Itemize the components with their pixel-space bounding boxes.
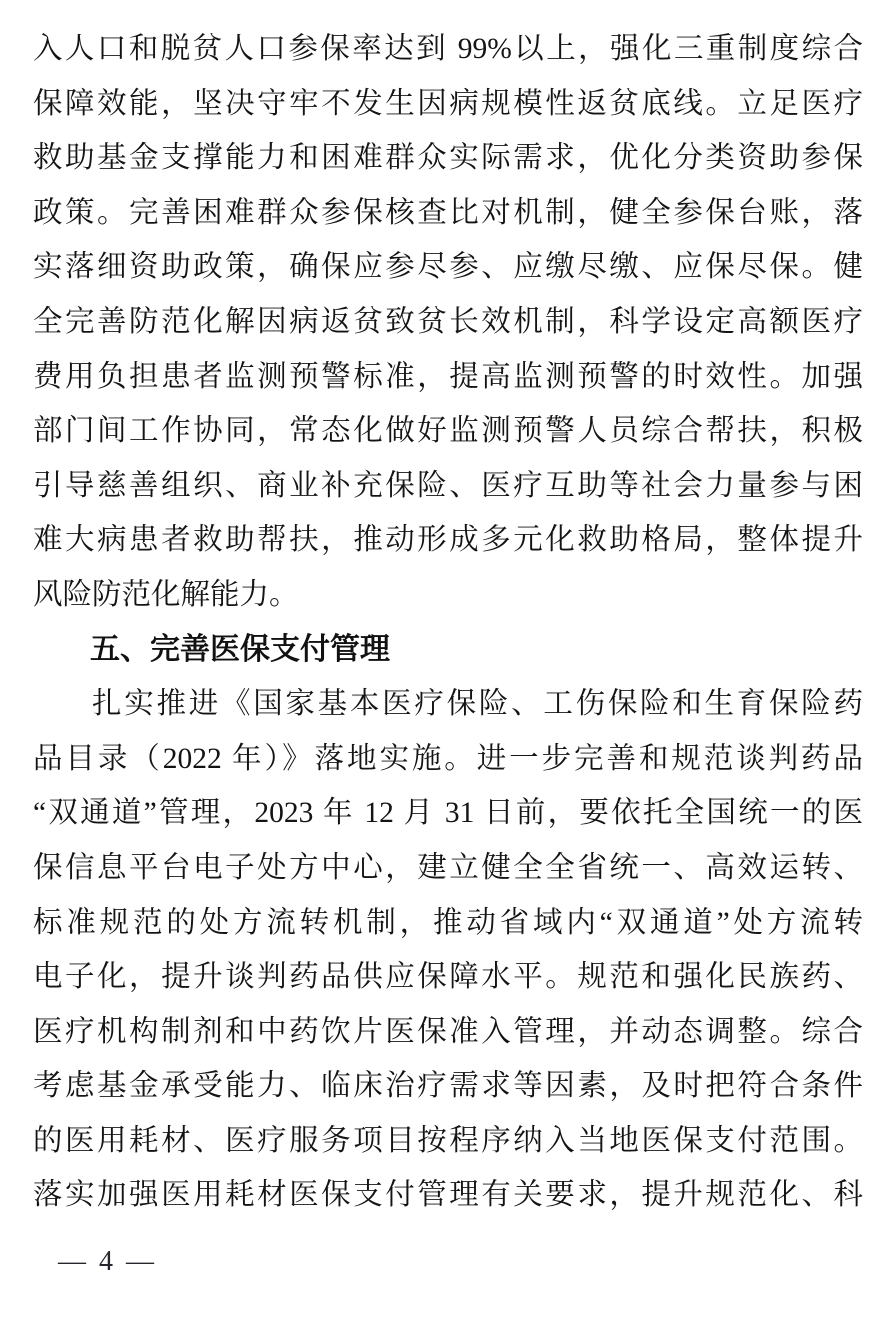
text-line: 医疗机构制剂和中药饮片医保准入管理，并动态调整。综合 xyxy=(33,1015,863,1048)
text-line: 政策。完善困难群众参保核查比对机制，健全参保台账，落 xyxy=(33,196,863,229)
text-line: 考虑基金承受能力、临床治疗需求等因素，及时把符合条件 xyxy=(33,1070,863,1103)
text-line: 标准规范的处方流转机制，推动省域内“双通道”处方流转 xyxy=(33,906,863,939)
text-line: 扎实推进《国家基本医疗保险、工伤保险和生育保险药 xyxy=(92,688,863,721)
text-line: 电子化，提升谈判药品供应保障水平。规范和强化民族药、 xyxy=(33,961,863,994)
footer-dash-right: — xyxy=(126,1246,154,1277)
page-number: 4 xyxy=(99,1246,113,1277)
text-line: 落实加强医用耗材医保支付管理有关要求，提升规范化、科 xyxy=(33,1179,863,1212)
text-line: 实落细资助政策，确保应参尽参、应缴尽缴、应保尽保。健 xyxy=(33,251,863,284)
text-line: 保障效能，坚决守牢不发生因病规模性返贫底线。立足医疗 xyxy=(33,87,863,120)
text-line: 入人口和脱贫人口参保率达到 99%以上，强化三重制度综合 xyxy=(33,33,863,65)
text-line: 保信息平台电子处方中心，建立健全全省统一、高效运转、 xyxy=(33,851,863,884)
text-line: 的医用耗材、医疗服务项目按程序纳入当地医保支付范围。 xyxy=(33,1124,863,1157)
text-line: 全完善防范化解因病返贫致贫长效机制，科学设定高额医疗 xyxy=(33,305,863,338)
text-line: 部门间工作协同，常态化做好监测预警人员综合帮扶，积极 xyxy=(33,415,863,448)
text-line: 品目录（2022 年）》落地实施。进一步完善和规范谈判药品 xyxy=(33,742,863,775)
text-line: “双通道”管理，2023 年 12 月 31 日前，要依托全国统一的医 xyxy=(33,797,863,830)
text-line: 救助基金支撑能力和困难群众实际需求，优化分类资助参保 xyxy=(33,142,863,175)
text-line: 风险防范化解能力。 xyxy=(33,578,299,611)
page-footer xyxy=(58,1244,154,1280)
section-heading: 五、完善医保支付管理 xyxy=(90,632,390,666)
text-line: 费用负担患者监测预警标准，提高监测预警的时效性。加强 xyxy=(33,360,863,393)
footer-dash-left: — xyxy=(58,1246,86,1277)
text-line: 难大病患者救助帮扶，推动形成多元化救助格局，整体提升 xyxy=(33,524,863,557)
document-body xyxy=(33,22,863,1223)
text-line: 引导慈善组织、商业补充保险、医疗互助等社会力量参与困 xyxy=(33,469,863,502)
